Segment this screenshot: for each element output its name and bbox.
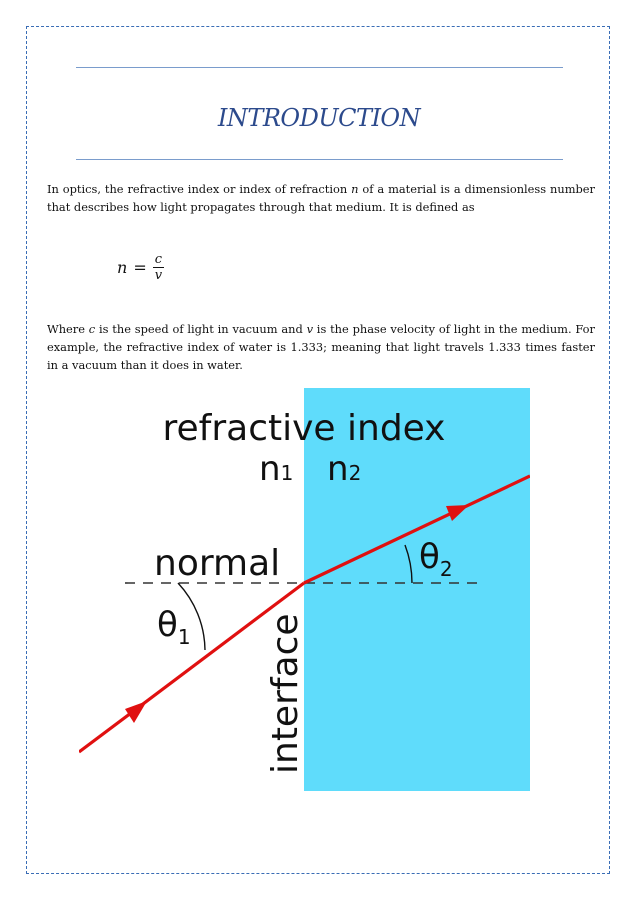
para2-text-c: is the phase velocity of light in the medium. For example, the refractive index of water is 1.333; meaning that light travels 1.333 times faster in a vacuum than it does in water. <box>47 322 595 373</box>
para1-symbol-n: n <box>351 182 359 196</box>
theta1-subscript: 1 <box>177 625 191 649</box>
refractive-index-formula <box>117 245 164 289</box>
para2-symbol-v: v <box>306 322 313 336</box>
para1-text-a: In optics, the refractive index or index of refraction <box>47 182 352 196</box>
para2-symbol-c: c <box>88 322 96 336</box>
formula-fraction <box>153 252 164 283</box>
normal-label: normal <box>154 543 281 584</box>
figure-title: refractive index <box>162 408 446 449</box>
formula-equals: = <box>133 257 147 277</box>
formula-denominator: v <box>154 267 163 283</box>
title-rule-bottom <box>76 159 563 160</box>
para2-text-a: Where <box>47 322 89 336</box>
n1-symbol: n <box>259 449 281 489</box>
para1-text-b: of a material is a dimensionless number that describes how light propagates through that medium. It is defined as <box>47 182 595 215</box>
n1-subscript: 1 <box>280 461 294 485</box>
interface-label: interface <box>265 613 306 774</box>
n2-subscript: 2 <box>348 461 362 485</box>
theta1-symbol: θ <box>157 605 178 645</box>
formula-numerator: c <box>154 251 163 267</box>
formula-lhs: n <box>117 257 128 277</box>
intro-paragraph <box>47 180 595 216</box>
page-title: INTRODUCTION <box>217 104 421 132</box>
theta2-subscript: 2 <box>439 557 453 581</box>
para2-text-b: is the speed of light in vacuum and <box>95 322 307 336</box>
title-rule-top <box>76 67 563 68</box>
n2-symbol: n <box>327 449 349 489</box>
theta2-symbol: θ <box>419 537 440 577</box>
refraction-diagram <box>79 388 530 791</box>
definition-paragraph <box>47 320 595 375</box>
